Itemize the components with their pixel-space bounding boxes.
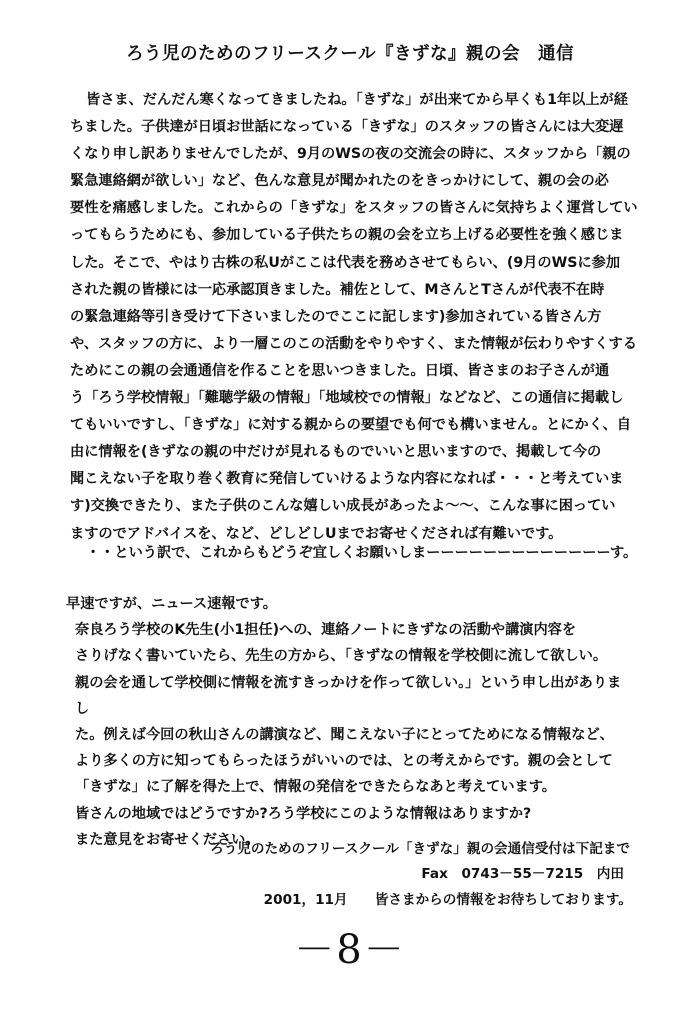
- paragraph-line: てもいいですし、「きずな」に対する親からの要望でも何でも構いません。とにかく、自: [70, 417, 631, 434]
- paragraph-line: 聞こえない子を取り巻く教育に発信していけるような内容になれば・・・と考えていま: [70, 471, 624, 488]
- news-line: より多くの方に知ってもらったほうがいいのでは、との考えからです。親の会として: [75, 753, 613, 770]
- news-line: 奈良ろう学校のK先生(小1担任)への、連絡ノートにきずなの活動や講演内容を: [75, 622, 577, 639]
- news-line: 皆さんの地域ではどうですか?ろう学校にこのような情報はありますか?: [75, 805, 532, 822]
- contact-line: ろう児のためのフリースクール「きずな」親の会通信受付は下記まで: [210, 841, 630, 857]
- news-line: し: [75, 700, 90, 717]
- paragraph-line: ためにこの親の会通通信を作ることを思いつきました。日頃、皆さまのお子さんが通: [70, 362, 610, 379]
- paragraph-line: や、スタッフの方に、より一層このこの活動をやりやすく、また情報が伝わりやすくする: [70, 335, 637, 352]
- news-section: [66, 591, 666, 853]
- paragraph-line: 由に情報を(きずなの親の中だけが見れるものでいいと思いますので、掲載して今の: [70, 444, 602, 461]
- paragraph-line: ってもらうためにも、参加している子供たちの親の会を立ち上げる必要性を強く感じま: [70, 227, 624, 244]
- paragraph-line: す)交換できたり、また子供のこんな嬉しい成長があったよ～～、こんな事に困ってい: [70, 498, 616, 515]
- news-heading: 早速ですが、ニュース速報です。: [66, 596, 277, 612]
- paragraph-line: くなり申し訳ありませんでしたが、9月のWSの夜の交流会の時に、スタッフから「親の: [70, 146, 631, 163]
- paragraph-line: ちました。子供達が日頃お世話になっている「きずな」のスタッフの皆さんには大変遅: [70, 119, 624, 136]
- date-line: 2001，11月 皆さまからの情報をお待ちしております。: [263, 892, 632, 908]
- paragraph-line: 要性を痛感しました。これからの「きずな」をスタッフの皆さんに気持ちよく運営してい: [70, 200, 638, 217]
- intro-paragraph: [70, 87, 662, 548]
- paragraph-line: された親の皆様には一応承認頂きました。補佐として、MさんとTさんが代表不在時: [70, 281, 605, 298]
- paragraph-line: 緊急連絡網が欲しい」など、色んな意見が聞かれたのをきっかけにして、親の会の必: [70, 173, 609, 190]
- news-line: また意見をお寄せください。: [75, 831, 260, 848]
- news-line: た。例えば今回の秋山さんの講演など、聞こえない子にとってためになる情報など、: [75, 726, 614, 743]
- paragraph-line: した。そこで、やはり古株の私Uがここは代表を務めさせてもらい、(9月のWSに参加: [70, 254, 621, 271]
- paragraph-line: の緊急連絡等引き受けて下さいましたのでここに記します)参加されている皆さん方: [70, 308, 602, 325]
- greeting-line: ・・という訳で、これからもどうぞ宜しくお願いしまーーーーーーーーーーーーーす。: [86, 545, 638, 561]
- paragraph-line: ますのでアドバイスを、など、どしどしUまでお寄せくだされば有難いです。: [70, 525, 563, 542]
- paragraph-line: 皆さま、だんだん寒くなってきましたね。「きずな」が出来てから早くも1年以上が経: [86, 92, 628, 108]
- paragraph-line: う「ろう学校情報」「難聴学級の情報」「地域校での情報」などなど、この通信に掲載し: [70, 390, 624, 407]
- page-number: －8－: [294, 927, 406, 973]
- page-title: ろう児のためのフリースクール『きずな』親の会 通信: [125, 44, 575, 64]
- fax-line: Fax 0743－55－7215 内田: [421, 866, 624, 882]
- news-line: さりげなく書いていたら、先生の方から、「きずなの情報を学校側に流して欲しい。: [75, 648, 608, 665]
- news-line: 「きずな」に了解を得た上で、情報の発信をできたらなあと考えています。: [75, 779, 556, 796]
- news-line: 親の会を通して学校側に情報を流すきっかけを作って欲しい。」という申し出がありま: [75, 674, 622, 691]
